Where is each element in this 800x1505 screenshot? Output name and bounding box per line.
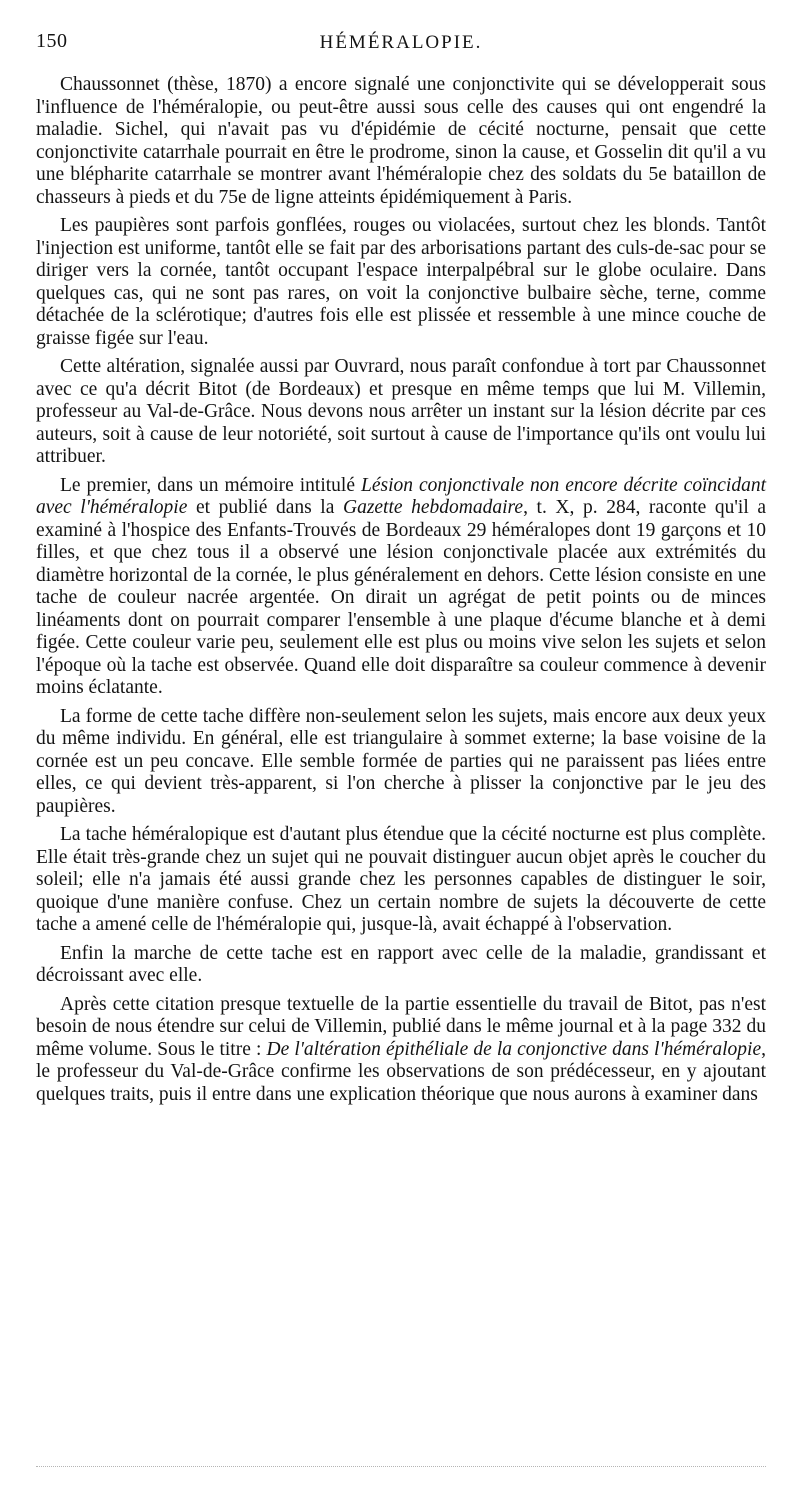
text-run: Les paupières sont parfois gonflées, rouges ou violacées, surtout chez les blonds. Tantôt l'injection est uniforme, tantôt elle se fait par des arborisations partant des culs-de-sac pour se diriger vers la cornée, tantôt occupant l'espace interpalpébral sur le globe oculaire. Dans quelques cas, qui ne sont pas rares, on voit la conjonctive bulbaire sèche, terne, comme détachée de la sclérotique; d'autres fois elle est plissée et ressemble à une mince couche de graisse figée sur l'eau. [36, 215, 766, 349]
italic-title: Lésion conjonctivale non encore décrite coïncidant avec l'héméralopie [36, 474, 766, 518]
paragraph [36, 994, 766, 1107]
paragraph [36, 356, 766, 469]
text-run: et publié dans la [187, 497, 343, 518]
page-header [36, 24, 766, 60]
text-run: Le premier, dans un mémoire intitulé [60, 474, 361, 496]
text-run: La tache héméralopique est d'autant plus étendue que la cécité nocturne est plus complète. Elle était très-grande chez un sujet qui ne pouvait distinguer aucun objet après le coucher du soleil; elle n'a jamais été aussi grande chez les personnes capables de distinguer le soir, quoique d'une manière confuse. Chez un certain nombre de sujets la découverte de cette tache a amené celle de l'héméralopie qui, jusque-là, avait échappé à l'observation. [36, 824, 766, 935]
text-run: Chaussonnet (thèse, 1870) a encore signalé une conjonctivite qui se développerait sous l'influence de l'héméralopie, ou peut-être aussi sous celle des causes qui ont engendré la maladie. Sichel, qui n'avait pas vu d'épidémie de cécité nocturne, pensait que cette conjonctivite catarrhale pourrait en être le prodrome, sinon la cause, et Gosselin dit qu'il a vu une blépharite catarrhale se montrer avant l'héméralopie chez des soldats du 5e bataillon de chasseurs à pieds et du 75e de ligne atteints épidémiquement à Paris. [36, 74, 766, 208]
paragraph [36, 74, 766, 209]
running-head: HÉMÉRALOPIE. [319, 32, 483, 53]
paragraph [36, 943, 766, 988]
paragraph [36, 215, 766, 350]
book-page [36, 24, 766, 1112]
page-number: 150 [36, 30, 68, 52]
italic-title: Gazette hebdomadaire [342, 497, 524, 518]
text-run: Cette altération, signalée aussi par Ouvrard, nous paraît confondue à tort par Chaussonnet avec ce qu'a décrit Bitot (de Bordeaux) et presque en même temps que lui M. Villemin, professeur au Val-de-Grâce. Nous devons nous arrêter un instant sur la lésion décrite par ces auteurs, soit à cause de leur notoriété, soit surtout à cause de l'importance qu'ils ont voulu lui attribuer. [36, 356, 766, 467]
text-run: Après cette citation presque textuelle de la partie essentielle du travail de Bitot, pas n'est besoin de nous étendre sur celui de Villemin, publié dans le même journal et à la page 332 du même volume. Sous le titre : [36, 993, 766, 1060]
paragraph [36, 706, 766, 819]
paragraph [36, 475, 766, 700]
paragraph [36, 824, 766, 937]
text-run: Enfin la marche de cette tache est en rapport avec celle de la maladie, grandissant et décroissant avec elle. [36, 942, 766, 986]
text-run: , t. X, p. 284, raconte qu'il a examiné à l'hospice des Enfants-Trouvés de Bordeaux 29 héméralopes dont 19 garçons et 10 filles, et que chez tous il a observé une lésion conjonctivale placée aux extrémités du diamètre horizontal de la cornée, le plus généralement en dehors. Cette lésion consiste en une tache de couleur nacrée argentée. On dirait un agrégat de petit points ou de minces linéaments dont on pourrait comparer l'ensemble à une plaque d'écume blanche et à demi figée. Cette couleur varie peu, seulement elle est plus ou moins vive selon les sujets et selon l'époque où la tache est observée. Quand elle doit disparaître sa couleur commence à devenir moins éclatante. [36, 497, 766, 698]
body-text [36, 74, 766, 1106]
text-run: La forme de cette tache diffère non-seulement selon les sujets, mais encore aux deux yeux du même individu. En général, elle est triangulaire à sommet externe; la base voisine de la cornée est un peu concave. Elle semble formée de parties qui ne paraissent pas liées entre elles, ce qui devient très-apparent, si l'on cherche à plisser la conjonctive par le jeu des paupières. [36, 705, 766, 817]
footer-rule [36, 1466, 766, 1467]
italic-title: De l'altération épithéliale de la conjonctive dans l'héméralopie [266, 1038, 762, 1060]
text-run: , le professeur du Val-de-Grâce confirme les observations de son prédécesseur, en y ajoutant quelques traits, puis il entre dans une explication théorique que nous aurons à examiner dans [36, 1038, 766, 1105]
